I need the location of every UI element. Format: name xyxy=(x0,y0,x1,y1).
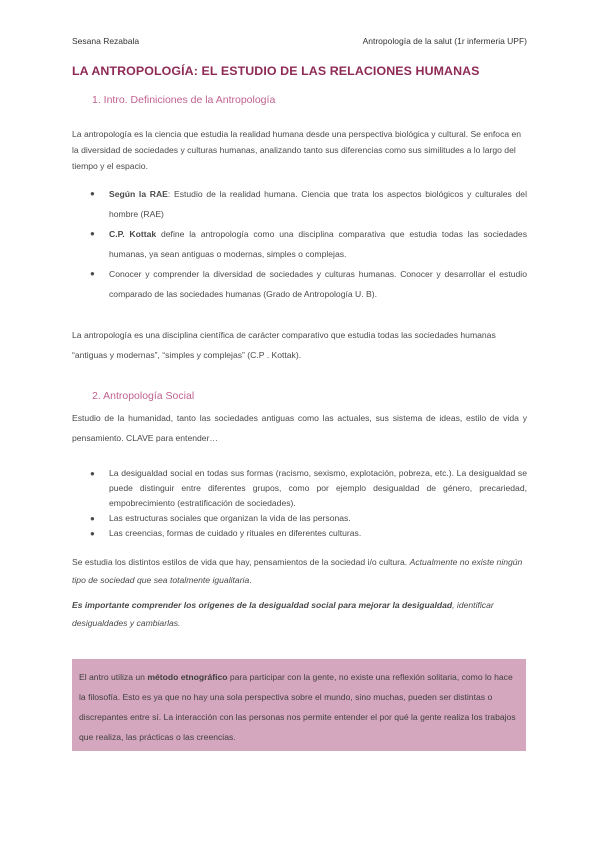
section-1-heading: 1. Intro. Definiciones de la Antropología xyxy=(92,94,276,106)
list-item: ● Conocer y comprender la diversidad de sociedades y culturas humanas. Conocer y desarrollar el estudio comparado de las sociedades humanas (Grado de Antropología U. B). xyxy=(90,264,527,304)
document-title: LA ANTROPOLOGÍA: EL ESTUDIO DE LAS RELACIONES HUMANAS xyxy=(72,64,480,78)
bullet-icon: ● xyxy=(90,514,95,523)
list-item: ● C.P. Kottak define la antropología como una disciplina comparativa que estudia todas las sociedades humanas, ya sean antiguas o modernas, simples o complejas. xyxy=(90,224,527,264)
section-1-list xyxy=(90,184,527,304)
section-2-intro: Estudio de la humanidad, tanto las sociedades antiguas como las actuales, sus sistema de ideas, estilo de vida y pensamiento. CLAVE para entender… xyxy=(72,413,527,443)
list-item: ● Las creencias, formas de cuidado y rituales en diferentes culturas. xyxy=(90,526,527,541)
highlight-box xyxy=(72,659,526,751)
section-2-paragraph: Se estudia los distintos estilos de vida que hay, pensamientos de la sociedad i/o cultura. Actualmente no existe ningún tipo de sociedad que sea totalmente igualitaria. xyxy=(72,557,523,585)
list-item: ● Según la RAE: Estudio de la realidad humana. Ciencia que trata los aspectos biológicos y culturales del hombre (RAE) xyxy=(90,184,527,224)
section-1-summary: La antropología es una disciplina científica de carácter comparativo que estudia todas las sociedades humanas “antiguas y modernas”, “simples y complejas” (C.P . Kottak). xyxy=(72,330,496,360)
section-2-list xyxy=(90,466,527,541)
list-item: ● Las estructuras sociales que organizan la vida de las personas. xyxy=(90,511,527,526)
section-1-intro: La antropología es la ciencia que estudia la realidad humana desde una perspectiva biológica y cultural. Se enfoca en la diversidad de sociedades y culturas humanas, analizando tanto sus diferencias como sus similitudes a lo largo del tiempo y el espacio. xyxy=(72,129,522,171)
bullet-icon: ● xyxy=(90,529,95,538)
bullet-icon: ● xyxy=(90,189,95,198)
page-header xyxy=(72,36,527,50)
section-2-heading: 2. Antropología Social xyxy=(92,390,195,402)
bullet-icon: ● xyxy=(90,269,95,278)
header-author: Sesana Rezabala xyxy=(72,36,140,46)
bullet-icon: ● xyxy=(90,469,95,478)
header-course: Antropología de la salut (1r infermeria UPF) xyxy=(362,36,527,46)
list-item: ● La desigualdad social en todas sus formas (racismo, sexismo, explotación, pobreza, etc.). La desigualdad se puede distinguir entre diferentes grupos, como por ejemplo desigualdad de género, precariedad, empobrecimiento (estratificación de sociedades). xyxy=(90,468,527,508)
section-2-key-point: Es importante comprender los orígenes de la desigualdad social para mejorar la desigualdad, identificar desigualdades y cambiarlas. xyxy=(72,600,494,628)
highlight-text: El antro utiliza un método etnográfico para participar con la gente, no existe una reflexión solitaria, como lo hace la filosofía. Esto es ya que no hay una sola perspectiva sobre el mundo, sino muchas, pueden ser distintas o discrepantes entre sí. La interacción con las personas nos permite entender el por qué la gente realiza los trabajos que realiza, las prácticas o las creencias. xyxy=(79,672,516,742)
bullet-icon: ● xyxy=(90,229,95,238)
